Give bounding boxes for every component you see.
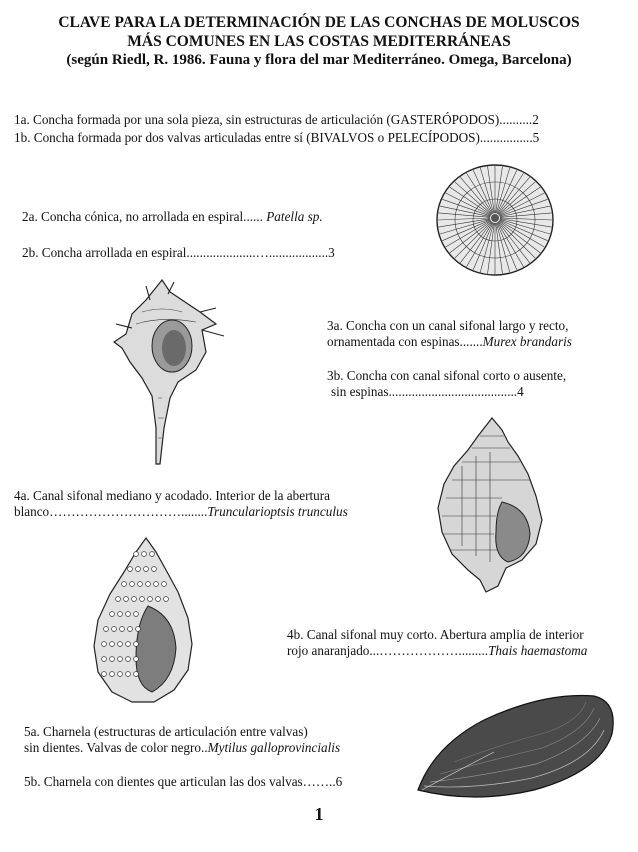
title-line-2: MÁS COMUNES EN LAS COSTAS MEDITERRÁNEAS [127,33,511,50]
key-1a: 1a. Concha formada por una sola pieza, sin estructuras de articulación (GASTERÓPODOS)..........2 [14,112,539,127]
key-4b-species: Thais haemastoma [488,643,588,658]
key-4a-species: Truncularioptsis trunculus [207,504,348,519]
thais-shell-illustration [88,536,198,706]
key-4b-line1: 4b. Canal sifonal muy corto. Abertura amplia de interior [287,627,584,642]
key-3a-species: Murex brandaris [482,334,572,349]
key-3b-line2: sin espinas.......................................4 [331,384,524,399]
key-2b: 2b. Concha arrollada en espiral.....................…..................3 [22,245,335,260]
title-line-1: CLAVE PARA LA DETERMINACIÓN DE LAS CONCHAS DE MOLUSCOS [58,14,580,31]
key-3a-line2 [327,334,572,350]
key-5b: 5b. Charnela con dientes que articulan las dos valvas……..6 [24,774,343,789]
key-1b: 1b. Concha formada por dos valvas articuladas entre sí (BIVALVOS o PELECÍPODOS)................5 [14,130,540,145]
key-4b-text: rojo anaranjado...………………......... [287,643,489,658]
key-4a-line1: 4a. Canal sifonal mediano y acodado. Interior de la abertura [14,488,331,503]
key-5a-text: sin dientes. Valvas de color negro.. [24,740,208,755]
key-2a [22,209,323,225]
key-4a-text: blanco…………………………........ [14,504,208,519]
key-5a-species: Mytilus galloprovincialis [207,740,341,755]
title-line-3: (según Riedl, R. 1986. Fauna y flora del mar Mediterráneo. Omega, Barcelona) [66,52,572,68]
key-2a-text: 2a. Concha cónica, no arrollada en espiral...... [22,209,267,224]
key-3b-line1: 3b. Concha con canal sifonal corto o ausente, [327,368,567,383]
page-number: 1 [314,804,324,824]
key-2a-species: Patella sp. [266,209,323,224]
key-3a-line1: 3a. Concha con un canal sifonal largo y recto, [327,318,569,333]
key-5a-line1: 5a. Charnela (estructuras de articulación entre valvas) [24,724,308,739]
key-4b-line2 [287,643,587,659]
key-4a-line2 [14,504,348,520]
key-3a-text: ornamentada con espinas....... [327,334,483,349]
trunculus-shell-illustration [432,416,552,594]
murex-shell-illustration [112,278,228,468]
key-5a-line2 [24,740,340,756]
patella-shell-illustration [432,160,558,280]
mytilus-shell-illustration [414,686,620,804]
